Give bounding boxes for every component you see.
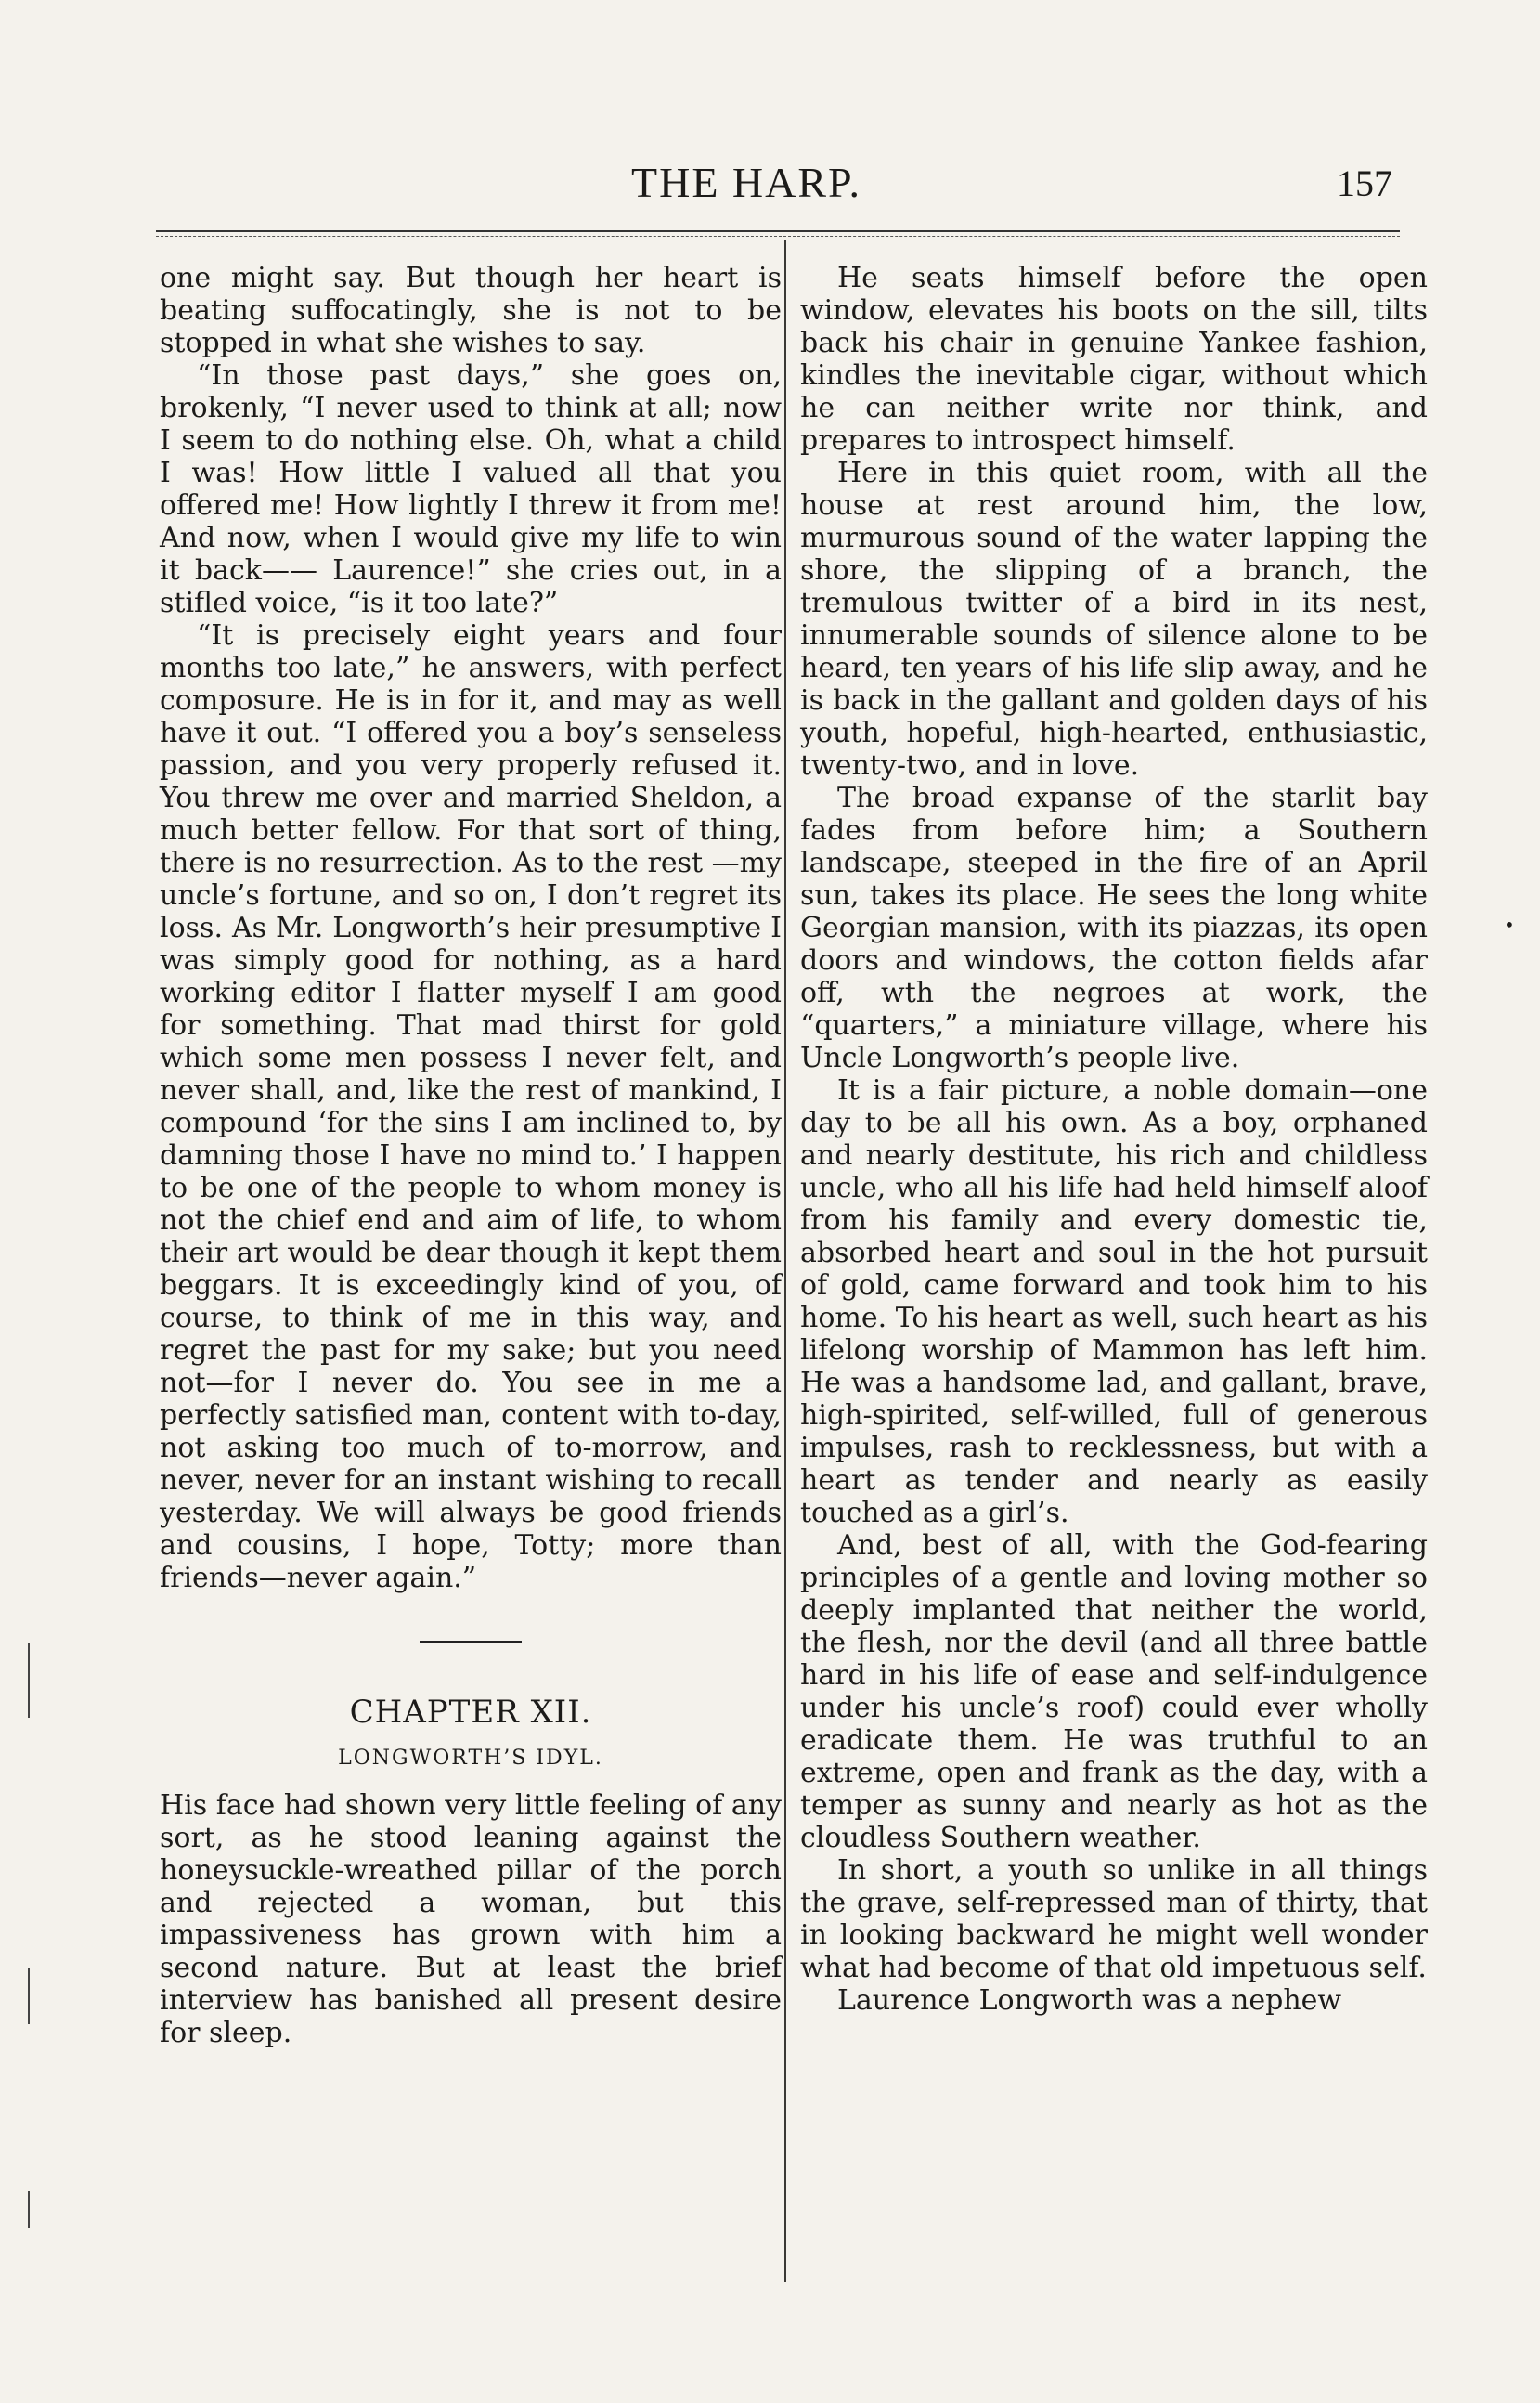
paragraph: In short, a youth so unlike in all things the grave, self-repressed man of thirty, that in looking backward he might well wonder what had become of that old impetuous self. [800, 1854, 1428, 1984]
running-head [0, 158, 1540, 214]
chapter-separator-rule [420, 1641, 522, 1643]
paragraph: “It is precisely eight years and four months too late,” he answers, with perfect composure. He is in for it, and may as well have it out. “I offered you a boy’s senseless passion, and you very properly refused it. You threw me over and married Sheldon, a much better fellow. For that sort of thing, there is no resurrection. As to the rest —my uncle’s fortune, and so on, I don’t regret its loss. As Mr. Longworth’s heir presumptive I was simply good for nothing, as a hard working editor I flatter myself I am good for something. That mad thirst for gold which some men possess I never felt, and never shall, and, like the rest of mankind, I compound ‘for the sins I am inclined to, by damning those I have no mind to.’ I happen to be one of the people to whom money is not the chief end and aim of life, to whom their art would be dear though it kept them beggars. It is exceedingly kind of you, of course, to think of me in this way, and regret the past for my sake; but you need not—for I never do. You see in me a perfectly satisfied man, content with to-day, not asking too much of to-morrow, and never, never for an instant wishing to recall yesterday. We will always be good friends and cousins, I hope, Totty; more than friends—never again.” [160, 619, 782, 1594]
margin-ink-dot: • [1504, 914, 1515, 936]
margin-ink-mark [28, 1968, 30, 2024]
paragraph: He seats himself before the open window, elevates his boots on the sill, tilts back his chair in genuine Yankee fashion, kindles the inevitable cigar, without which he can neither write nor think, and prepares to introspect himself. [800, 262, 1428, 457]
paragraph: It is a fair picture, a noble domain—one day to be all his own. As a boy, orphaned and nearly destitute, his rich and childless uncle, who all his life had held himself aloof from his family and every domestic tie, absorbed heart and soul in the hot pursuit of gold, came forward and took him to his home. To his heart as well, such heart as his lifelong worship of Mammon has left him. He was a handsome lad, and gallant, brave, high-spirited, self-willed, full of generous impulses, rash to recklessness, but with a heart as tender and nearly as easily touched as a girl’s. [800, 1074, 1428, 1529]
header-rule [156, 230, 1400, 237]
publication-title: THE HARP. [631, 159, 862, 206]
column-divider [784, 240, 786, 2282]
paragraph: one might say. But though her heart is beating suffocatingly, she is not to be stopped in what she wishes to say. [160, 262, 782, 359]
left-column [160, 262, 782, 2049]
paragraph: The broad expanse of the starlit bay fades from before him; a Southern landscape, steeped in the fire of an April sun, takes its place. He sees the long white Georgian mansion, with its piazzas, its open doors and windows, the cotton fields afar off, wth the negroes at work, the “quarters,” a miniature village, where his Uncle Longworth’s people live. [800, 782, 1428, 1074]
chapter-heading: CHAPTER XII. [349, 1694, 592, 1731]
paragraph: And, best of all, with the God-fearing principles of a gentle and loving mother so deeply implanted that neither the world, the flesh, nor the devil (and all three battle hard in his life of ease and self-indulgence under his uncle’s roof) could ever wholly eradicate them. He was truthful to an extreme, open and frank as the day, with a temper as sunny and nearly as hot as the cloudless Southern weather. [800, 1529, 1428, 1854]
margin-ink-mark [28, 2191, 30, 2228]
paragraph: His face had shown very little feeling of any sort, as he stood leaning against the honeysuckle-wreathed pillar of the porch and rejected a woman, but this impassiveness has grown with him a second nature. But at least the brief interview has banished all present desire for sleep. [160, 1789, 782, 2049]
right-column [800, 262, 1428, 2017]
margin-ink-mark [28, 1643, 30, 1718]
paragraph: Laurence Longworth was a nephew [837, 1984, 1342, 2017]
page-number: 157 [1337, 162, 1392, 204]
chapter-subtitle: LONGWORTH’S IDYL. [338, 1747, 603, 1770]
paragraph: Here in this quiet room, with all the house at rest around him, the low, murmurous sound of the water lapping the shore, the slipping of a branch, the tremulous twitter of a bird in its nest, innumerable sounds of silence alone to be heard, ten years of his life slip away, and he is back in the gallant and golden days of his youth, hopeful, high-hearted, enthusiastic, twenty-two, and in love. [800, 457, 1428, 782]
paragraph: “In those past days,” she goes on, brokenly, “I never used to think at all; now I seem to do nothing else. Oh, what a child I was! How little I valued all that you offered me! How lightly I threw it from me! And now, when I would give my life to win it back—— Laurence!” she cries out, in a stifled voice, “is it too late?” [160, 359, 782, 619]
